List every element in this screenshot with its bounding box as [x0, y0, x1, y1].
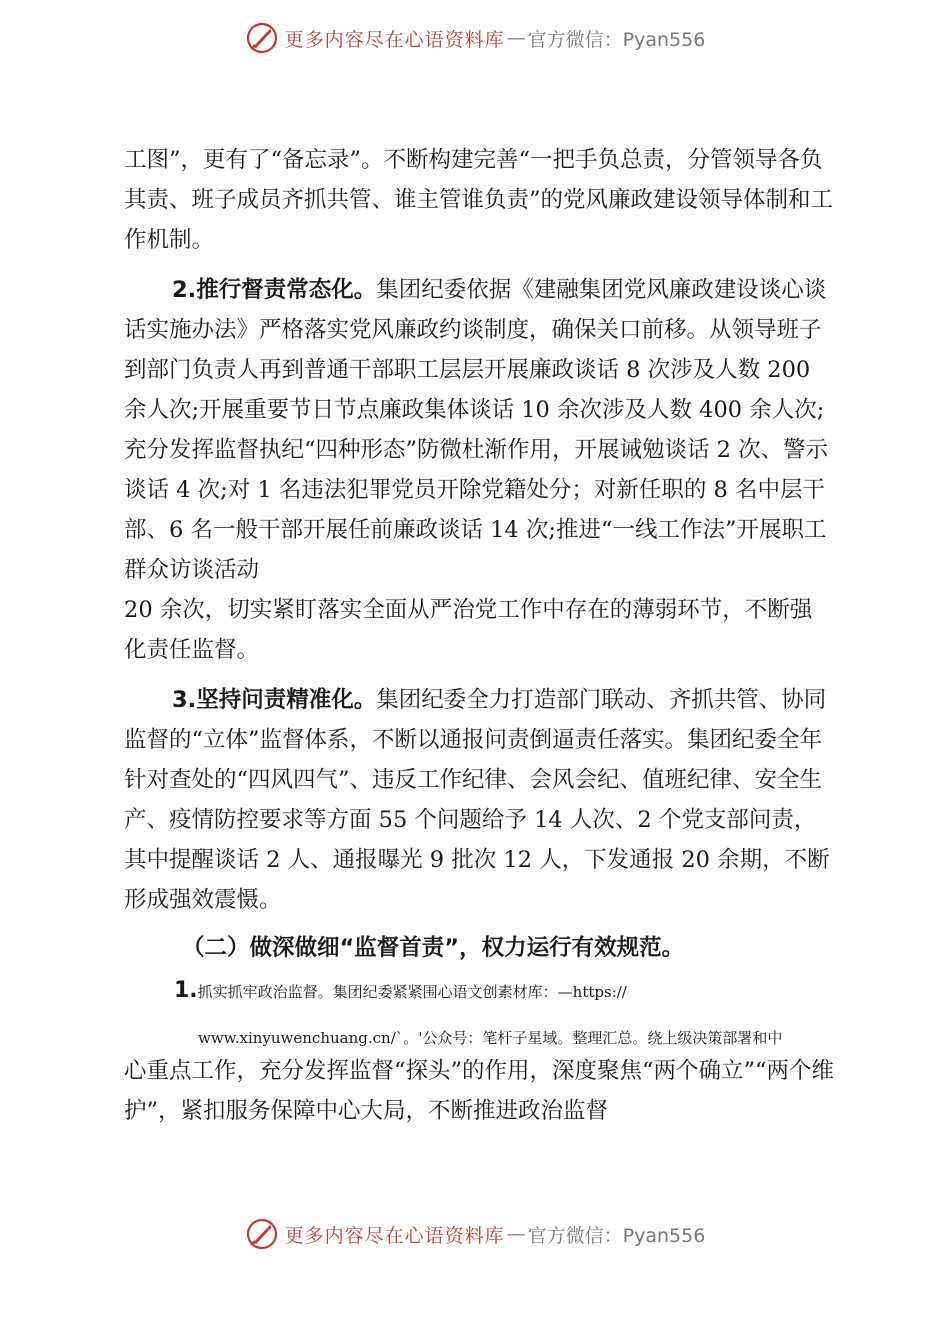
footer-banner	[0, 1212, 950, 1256]
banner-text: 更多内容尽在心语资料库	[284, 1224, 505, 1247]
section-heading: （二）做深做细“监督首责”，权力运行有效规范。	[182, 935, 685, 961]
paragraph-supervision-normalization	[124, 270, 834, 590]
item-number: 1.	[174, 978, 198, 1003]
paragraph-text: 集团纪委全力打造部门联动、齐抓共管、协同监督的“立体”监督体系，不断以通报问责倒逼责任落实。集团纪委全年针对查处的“四风四气”、违反工作纪律、会风会纪、值班纪律、安全生产、疫情防控要求等方面 55 个问题给予 14 人次、2 个党支部问责，其中提醒谈话 2 人、通报曝光 9 批次 12 人，下发通报 20 余期，不断形成强效震慑。	[124, 687, 830, 913]
paragraph-text: 集团纪委依据《建融集团党风廉政建设谈心谈话实施办法》严格落实党风廉政约谈制度，确保关口前移。从领导班子到部门负责人再到普通干部职工层层开展廉政谈话 8 次涉及人数 200 余人次;开展重要节日节点廉政集体谈话 10 余次涉及人数 400 余人次;充分发挥监督执纪“四种形态”防微杜渐作用，开展诫勉谈话 2 次、警示谈话 4 次;对 1 名违法犯罪党员开除党籍处分；对新任职的 8 名中层干部、6 名一般干部开展任前廉政谈话 14 次;推进“一线工作法”开展职工群众访谈活动	[124, 277, 829, 583]
header-banner	[0, 16, 950, 60]
banner-wechat: 官方微信：Pyan556	[527, 28, 706, 51]
paragraph-tail: 20 余次，切实紧盯落实全面从严治党工作中存在的薄弱环节，不断强化责任监督。	[124, 597, 813, 663]
paragraph-political-supervision: 心重点工作，充分发挥监督“探头”的作用，深度聚焦“两个确立”“两个维护”，紧扣服务保障中心大局，不断推进政治监督	[124, 1058, 835, 1124]
paragraph-continuation: 工图”，更有了“备忘录”。不断构建完善“一把手负总责，分管领导各负其责、班子成员齐抓共管、谁主管谁负责”的党风廉政建设领导体制和工作机制。	[124, 147, 834, 253]
small-text-line-2: www.xinyuwenchuang.cn/`。'公众号：笔杆子星域。整理汇总。绕上级决策部署和中	[198, 1029, 783, 1047]
quill-logo-icon	[245, 21, 279, 55]
banner-wechat: 官方微信：Pyan556	[527, 1224, 706, 1247]
paragraph-accountability	[124, 680, 834, 920]
quill-logo-icon	[245, 1217, 279, 1251]
banner-separator: —	[506, 1223, 526, 1245]
small-text: 抓实抓牢政治监督。集团纪委紧紧围心语文创素材库：—https://	[197, 983, 627, 1001]
banner-separator: —	[506, 27, 526, 49]
paragraph-lead: 2.推行督责常态化。	[172, 277, 377, 303]
small-text-line-1	[124, 980, 834, 1003]
banner-text: 更多内容尽在心语资料库	[284, 28, 505, 51]
paragraph-lead: 3.坚持问责精准化。	[172, 687, 377, 713]
document-body	[124, 140, 834, 1131]
